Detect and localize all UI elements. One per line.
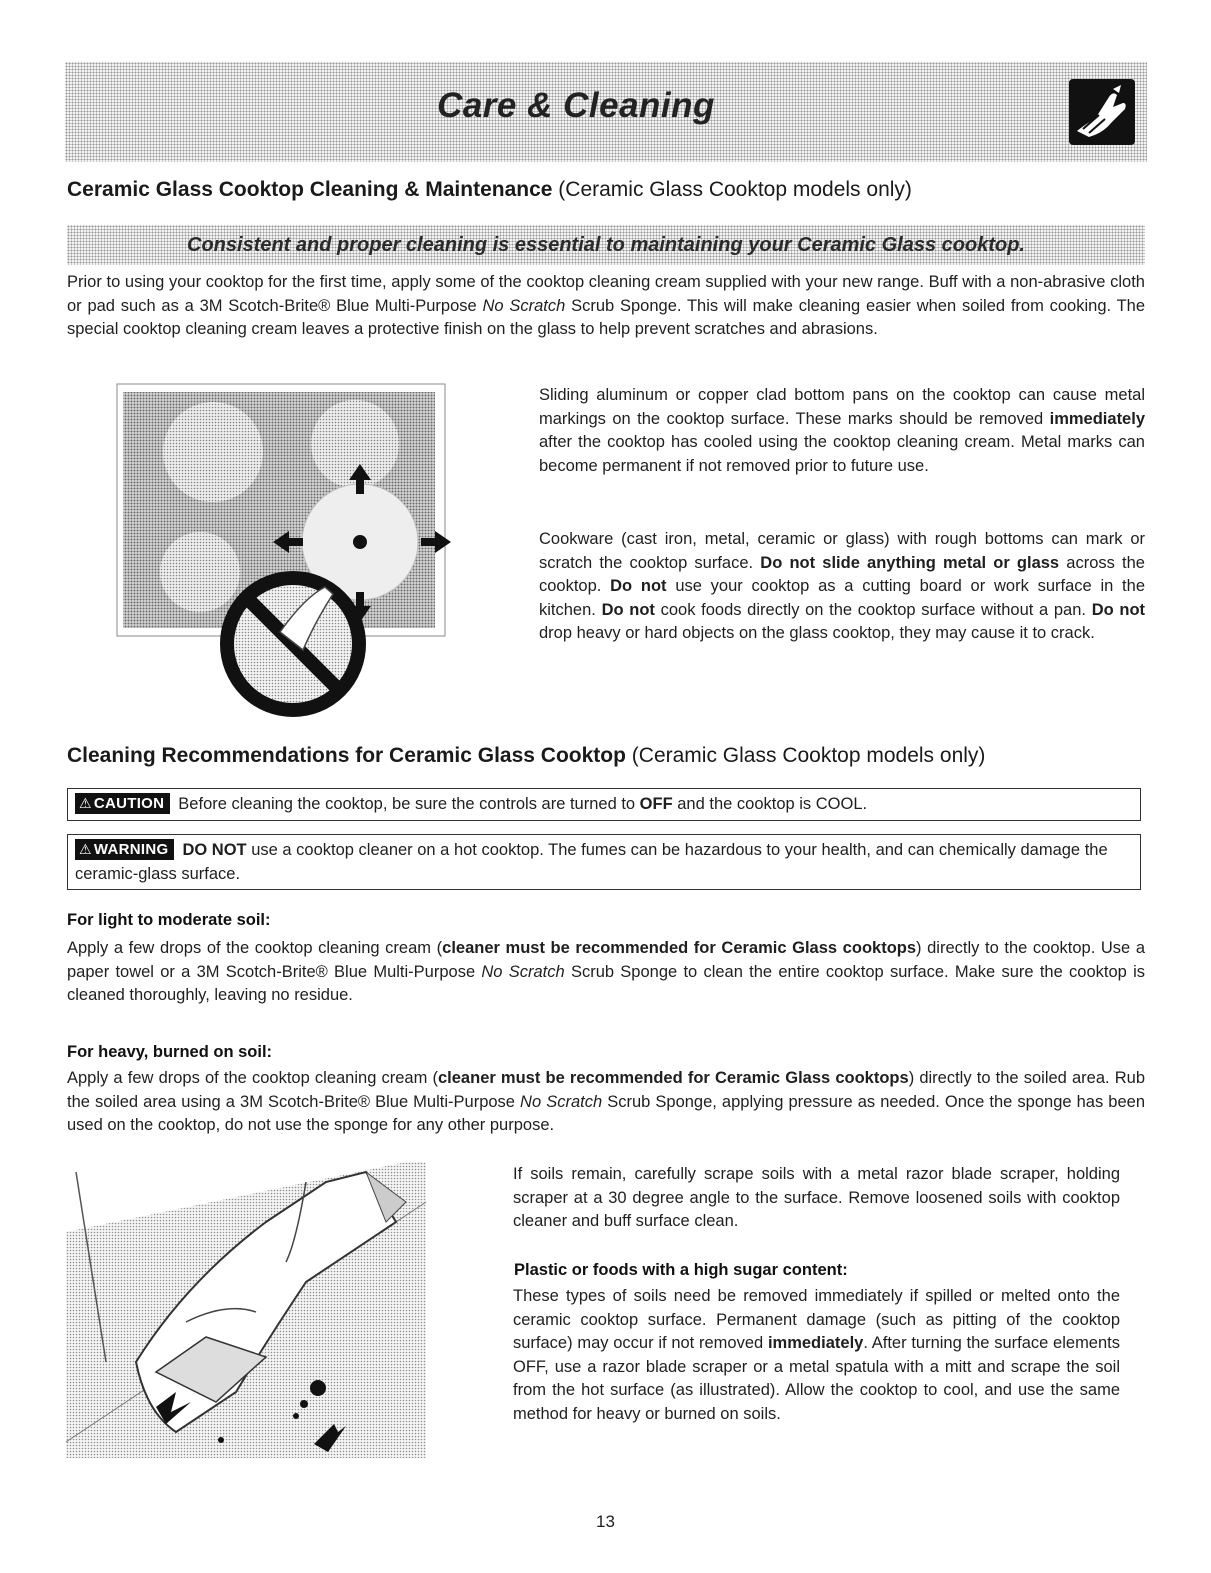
heavy-soil-paragraph: Apply a few drops of the cooktop cleaning cream (cleaner must be recommended for Ceramic Glass cooktops) directly to the soiled area. Rub the soiled area using a 3M Scotch-Brite® Blue Multi-Purpose No Scratch Scrub Sponge, applying pressure as needed. Once the sponge has been used on the cooktop, do not use the sponge for any other purpose. [67,1069,1146,1135]
header-banner [65,62,1147,162]
heavy-soil-heading: For heavy, burned on soil: [67,1043,273,1061]
intro-paragraph: Prior to using your cooktop for the first time, apply some of the cooktop cleaning cream supplied with your new range. Buff with a non-abrasive cloth or pad such as a 3M Scotch-Brite® Blue Multi-Purpose No Scratch Scrub Sponge. This will make cleaning easier when soiled from cooking. The special cooktop cleaning cream leaves a protective finish on the glass to help prevent scratches and abrasions. [67,273,1145,339]
section-heading-recommendations [67,744,985,768]
page-title: Care & Cleaning [437,86,715,125]
warning-notice: ⚠ WARNING DO NOT use a cooktop cleaner on a hot cooktop. The fumes can be hazardous to your health, and can chemically damage the ceramic-glass surface. [67,834,1141,890]
cooktop-no-slide-illustration [115,382,455,722]
cleaning-hand-icon [1069,79,1135,145]
tagline: Consistent and proper cleaning is essential to maintaining your Ceramic Glass cooktop. [187,233,1025,256]
razor-scraper-illustration [66,1162,428,1458]
heading-note: (Ceramic Glass Cooktop models only) [631,744,986,767]
caution-notice: ⚠ CAUTION Before cleaning the cooktop, be sure the controls are turned to OFF and the cooktop is COOL. [67,788,1141,821]
heading-note: (Ceramic Glass Cooktop models only) [558,178,912,201]
page-number: 13 [596,1512,615,1531]
cookware-paragraph: Cookware (cast iron, metal, ceramic or glass) with rough bottoms can mark or scratch the cooktop surface. Do not slide anything metal or glass across the cooktop. Do not use your cooktop as a cutting board or work surface in the kitchen. Do not cook foods directly on the cooktop surface without a pan. Do not drop heavy or hard objects on the glass cooktop, they may cause it to crack. [539,530,1146,643]
heading-bold: Ceramic Glass Cooktop Cleaning & Maintenance [67,178,553,201]
sliding-pans-paragraph: Sliding aluminum or copper clad bottom pans on the cooktop can cause metal markings on the cooktop surface. These marks should be removed immediately after the cooktop has cooled using the cooktop cleaning cream. Metal marks can become permanent if not removed prior to future use. [539,386,1145,475]
sugar-paragraph: These types of soils need be removed immediately if spilled or melted onto the ceramic cooktop surface. Permanent damage (such as pitting of the cooktop surface) may occur if not removed immediately. After turning the surface elements OFF, use a razor blade scraper or a metal spatula with a mitt and scrape the soil from the hot surface (as illustrated). Allow the cooktop to cool, and use the same method for heavy or burned on soils. [513,1287,1120,1423]
light-soil-paragraph: Apply a few drops of the cooktop cleaning cream (cleaner must be recommended for Ceramic Glass cooktops) directly to the cooktop. Use a paper towel or a 3M Scotch-Brite® Blue Multi-Purpose No Scratch Scrub Sponge to clean the entire cooktop surface. Make sure the cooktop is cleaned thoroughly, leaving no residue. [67,939,1146,1005]
heading-bold: Cleaning Recommendations for Ceramic Glass Cooktop [67,744,626,767]
section-heading-maintenance [67,178,912,202]
warning-triangle-icon: ⚠ [79,841,92,857]
tagline-bar [67,225,1145,265]
sugar-heading: Plastic or foods with a high sugar content: [514,1261,848,1279]
warning-triangle-icon: ⚠ [79,795,92,811]
scrape-paragraph: If soils remain, carefully scrape soils with a metal razor blade scraper, holding scraper at a 30 degree angle to the surface. Remove loosened soils with cooktop cleaner and buff surface clean. [513,1165,1120,1231]
light-soil-heading: For light to moderate soil: [67,911,271,929]
warning-badge: ⚠ WARNING [75,839,174,860]
caution-badge: ⚠ CAUTION [75,793,170,814]
